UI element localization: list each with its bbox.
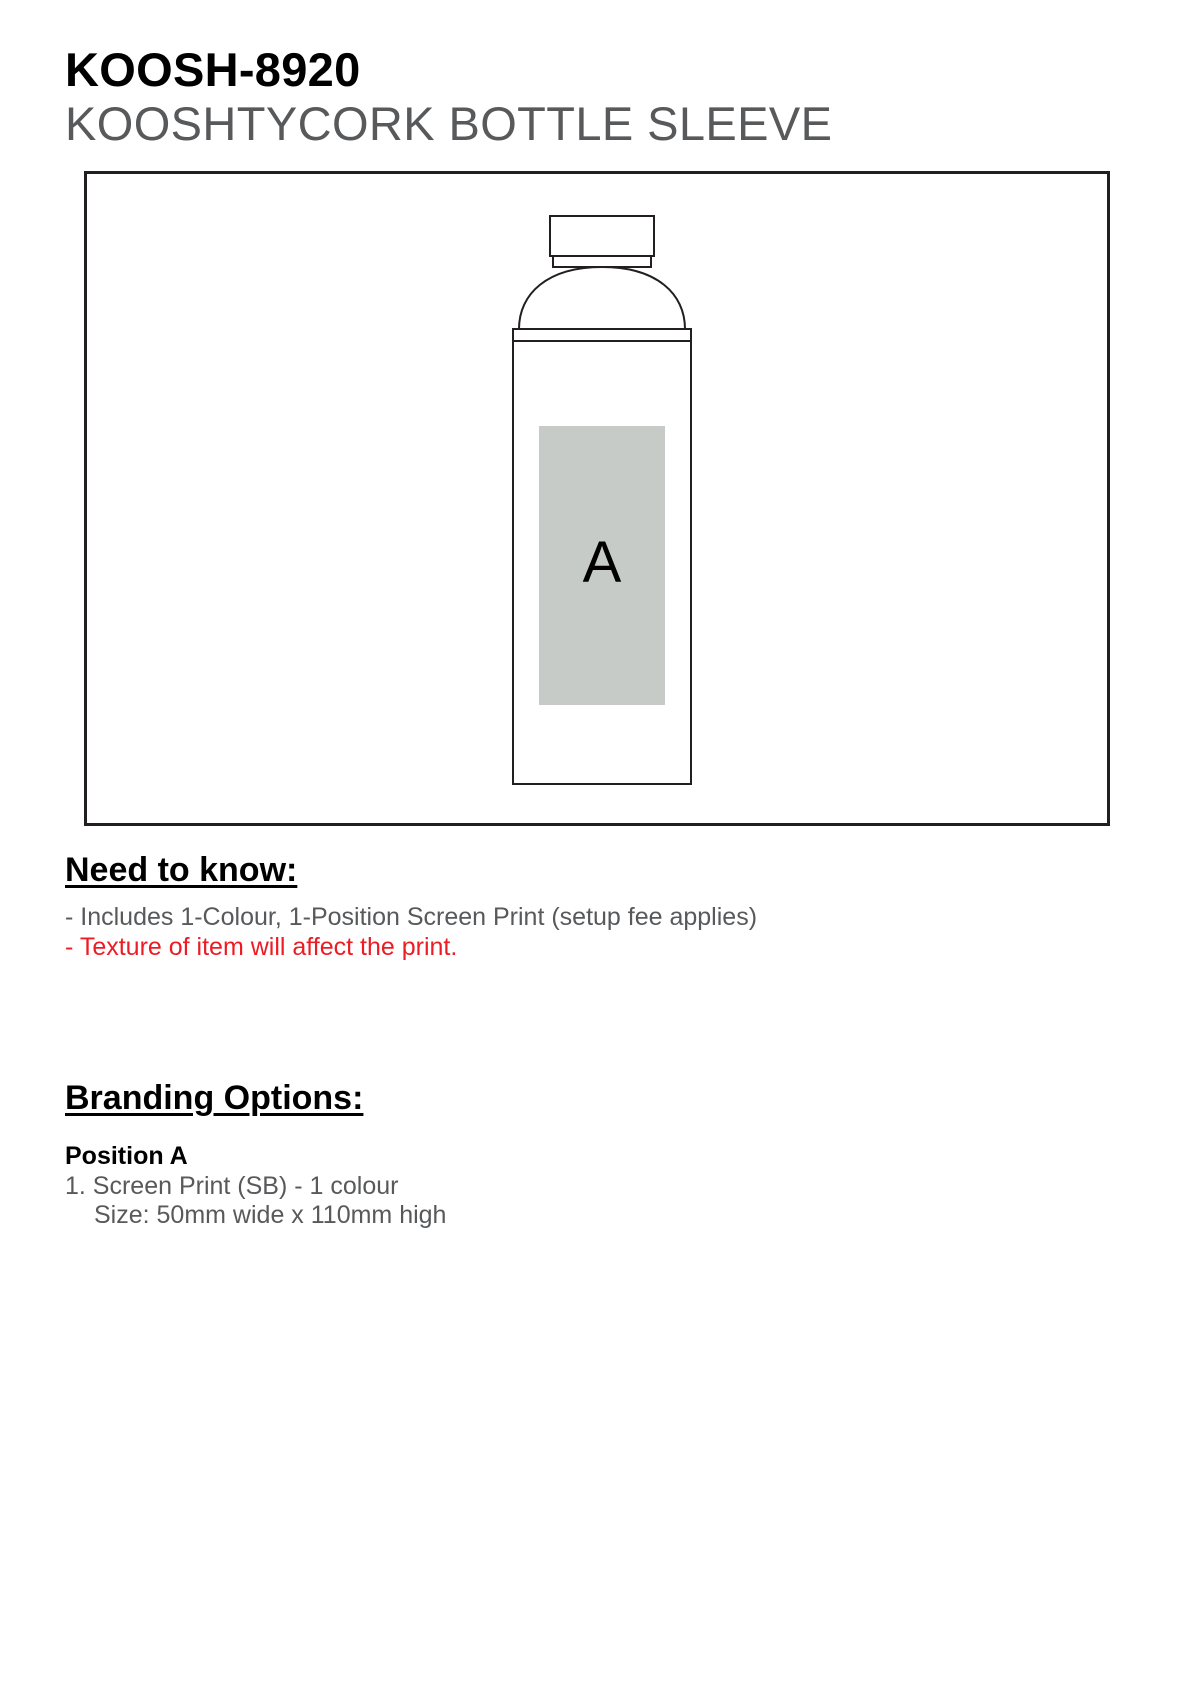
bottle-shoulder [519,267,685,329]
product-illustration-frame [84,171,1110,826]
branding-options-heading: Branding Options: [65,1079,364,1117]
note-texture-warning: - Texture of item will affect the print. [65,933,458,961]
need-to-know-list [65,902,757,962]
print-area-label: A [582,530,622,595]
position-a-size: Size: 50mm wide x 110mm high [94,1201,447,1229]
note-includes: - Includes 1-Colour, 1-Position Screen Print (setup fee applies) [65,903,758,931]
bottle-band [513,329,691,341]
position-a-title: Position A [65,1142,188,1170]
product-code: KOOSH-8920 [65,43,361,96]
bottle-illustration [87,174,1107,823]
bottle-cap-ring [553,256,651,267]
bottle-cap [550,216,654,256]
product-name: KOOSHTYCORK BOTTLE SLEEVE [65,97,833,150]
position-a-method: 1. Screen Print (SB) - 1 colour [65,1172,399,1200]
need-to-know-heading: Need to know: [65,851,298,889]
